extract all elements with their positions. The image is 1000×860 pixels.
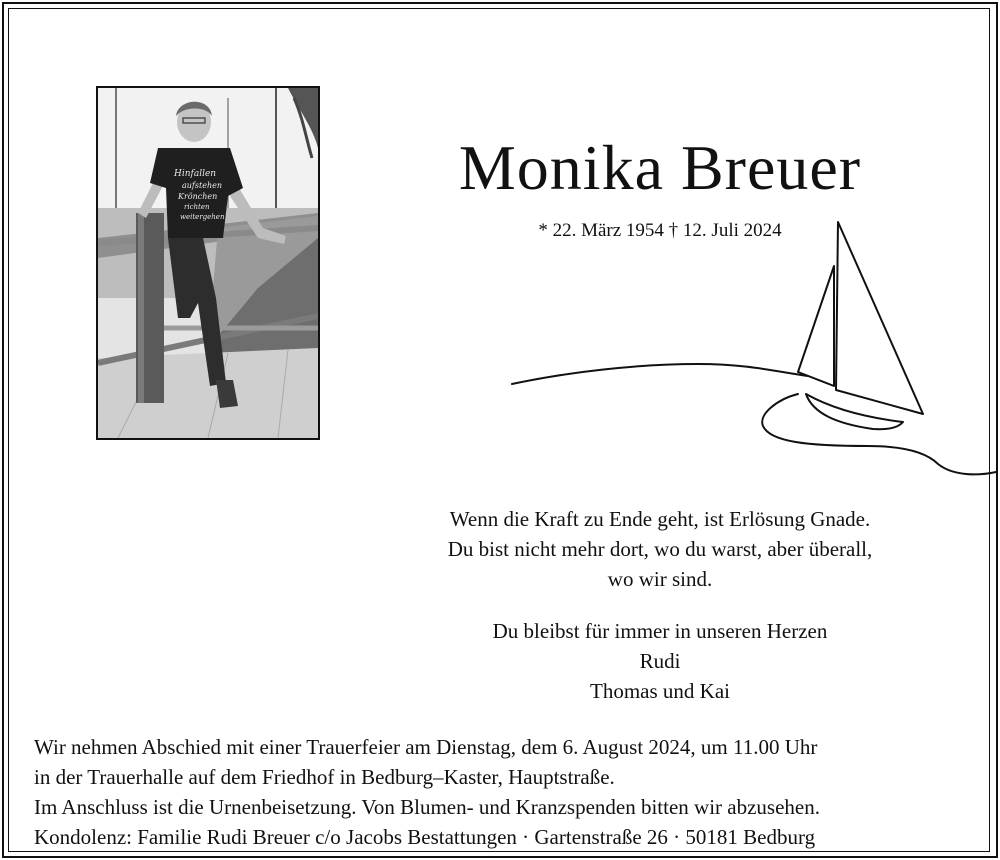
- family-line-3: Thomas und Kai: [590, 679, 730, 703]
- family-signature: [360, 616, 960, 706]
- condolence-line: Kondolenz: Familie Rudi Breuer c/o Jacobs Bestattungen · Gartenstraße 26 · 50181 Bedburg: [34, 825, 816, 849]
- quote-line-2: Du bist nicht mehr dort, wo du warst, aber überall,: [447, 537, 873, 561]
- family-line-2: Rudi: [639, 649, 681, 673]
- shirt-text-line-3: Krönchen: [178, 192, 218, 201]
- portrait-photo-drawing: [98, 88, 318, 438]
- shirt-text-line-5: weitergehen: [180, 213, 225, 221]
- details-line-2: in der Trauerhalle auf dem Friedhof in Bedburg–Kaster, Hauptstraße.: [34, 765, 615, 789]
- shirt-text-line-4: richten: [184, 203, 210, 211]
- details-line-3: Im Anschluss ist die Urnenbeisetzung. Von Blumen- und Kranzspenden bitten wir abzusehen.: [34, 795, 820, 819]
- deceased-name: Monika Breuer: [458, 132, 862, 203]
- quote-line-3: wo wir sind.: [607, 567, 713, 591]
- portrait-photo: [96, 86, 320, 440]
- family-line-1: Du bleibst für immer in unseren Herzen: [492, 619, 828, 643]
- shirt-text-line-1: Hinfallen: [174, 169, 217, 179]
- quote-line-1: Wenn die Kraft zu Ende geht, ist Erlösung Gnade.: [449, 507, 871, 531]
- sailboat-line-drawing-icon: [508, 214, 998, 484]
- memorial-quote: [360, 504, 960, 594]
- ceremony-details: [34, 732, 974, 852]
- shirt-text-line-2: aufstehen: [182, 181, 222, 190]
- details-line-1: Wir nehmen Abschied mit einer Trauerfeier am Dienstag, dem 6. August 2024, um 11.00 Uhr: [34, 735, 818, 759]
- life-dates: * 22. März 1954 † 12. Juli 2024: [538, 220, 782, 241]
